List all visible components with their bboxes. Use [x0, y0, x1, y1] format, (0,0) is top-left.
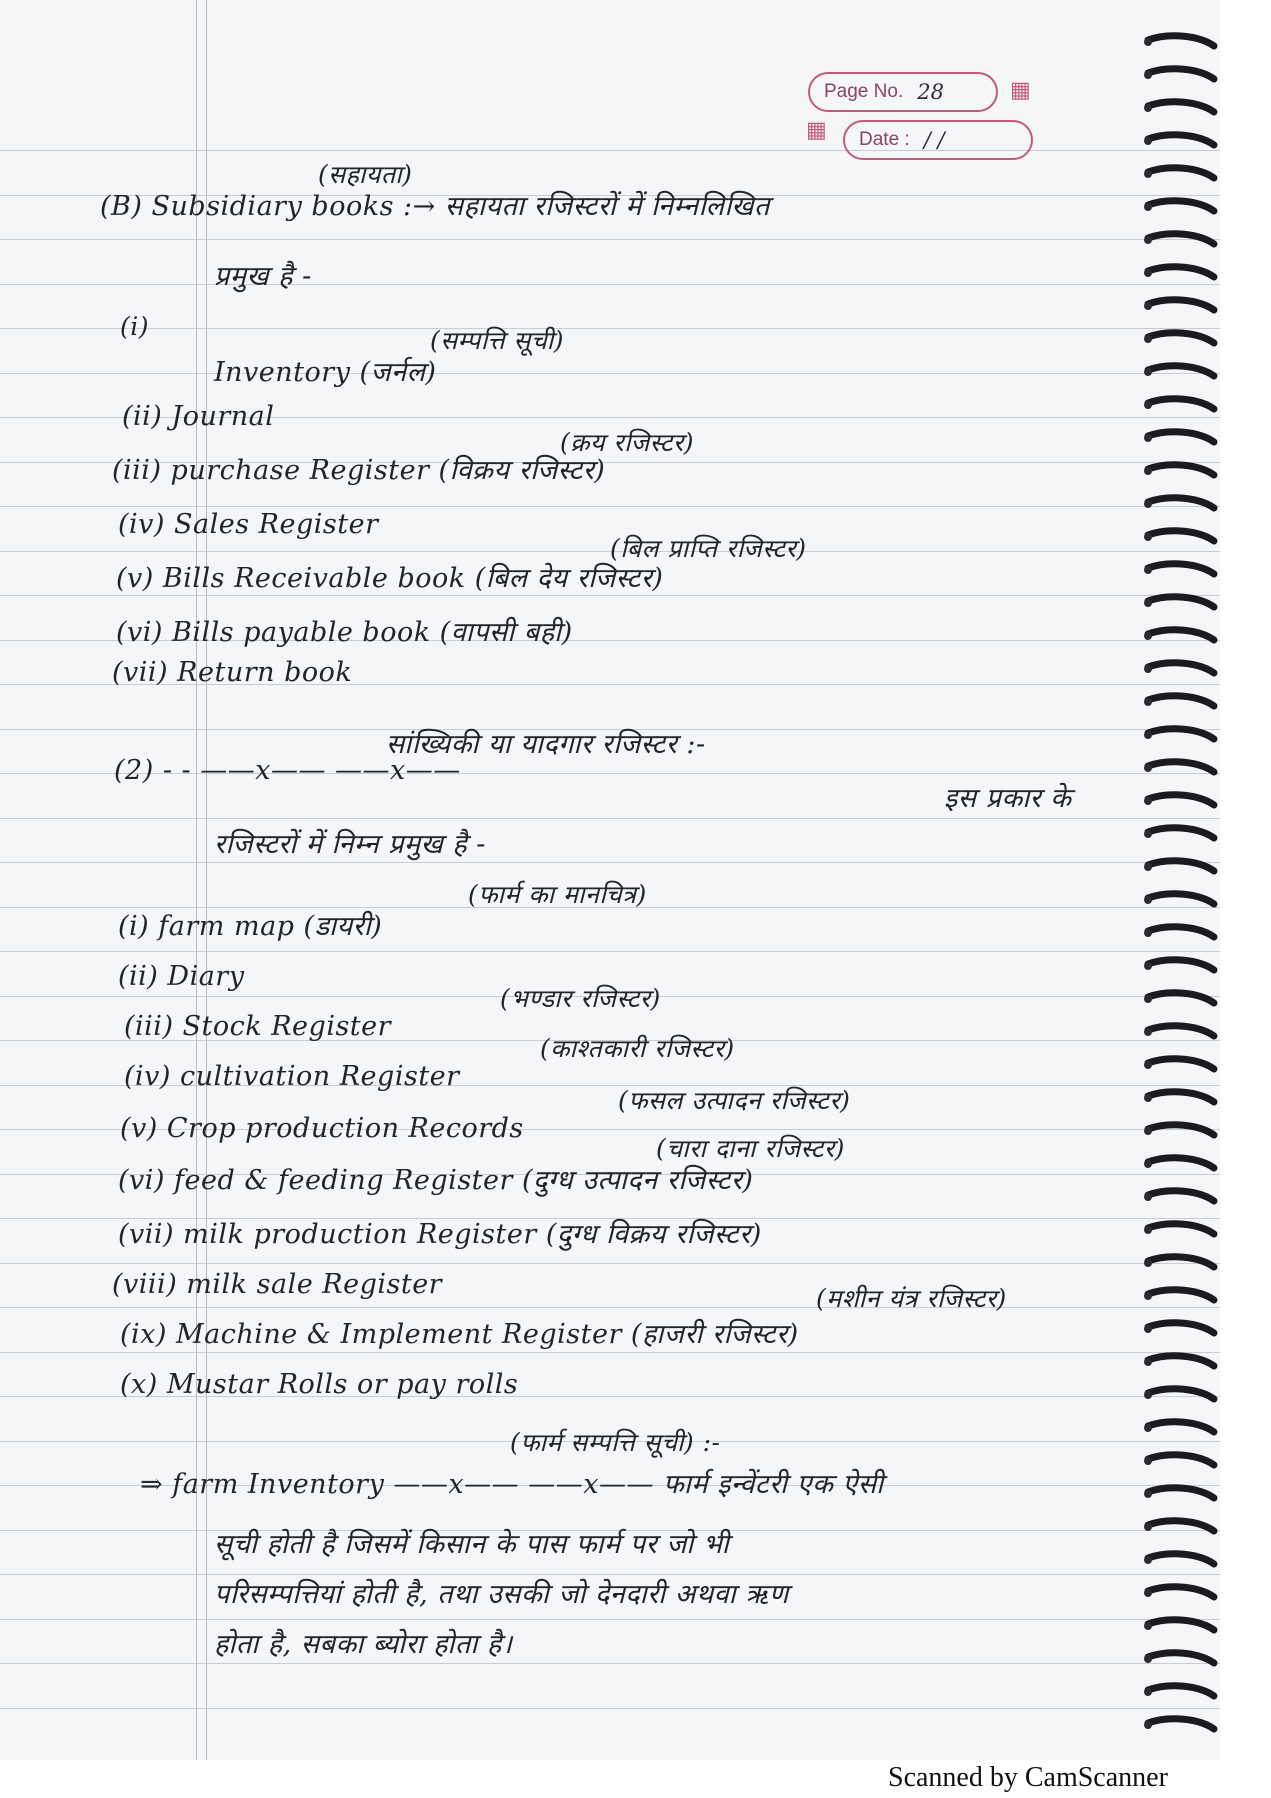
paragraph-line-1: सूची होती है जिसमें किसान के पास फार्म पर जो भी	[214, 1529, 730, 1560]
spiral-coil	[1148, 1257, 1214, 1267]
spiral-coil	[1148, 828, 1214, 838]
spiral-coil	[1148, 1455, 1214, 1465]
ruled-line	[0, 1663, 1220, 1664]
spiral-coil	[1148, 1389, 1214, 1399]
gloss-machine: (मशीन यंत्र रजिस्टर)	[816, 1284, 1007, 1313]
spiral-coil	[1148, 1686, 1214, 1696]
spiral-hole	[1144, 500, 1152, 508]
list-item-sales-register: (iv) Sales Register	[118, 509, 379, 540]
spiral-hole	[1144, 896, 1152, 904]
list-item-milk-sale: (viii) milk sale Register	[112, 1269, 443, 1300]
spiral-coil	[1148, 597, 1214, 607]
spiral-hole	[1144, 1259, 1152, 1267]
spiral-hole	[1144, 797, 1152, 805]
spiral-coil	[1148, 861, 1214, 871]
spiral-hole	[1144, 71, 1152, 79]
spiral-hole	[1144, 830, 1152, 838]
list-item-milk-production: (vii) milk production Register (दुग्ध विक्रय रजिस्टर)	[118, 1219, 762, 1250]
spiral-coil	[1148, 1158, 1214, 1168]
gloss-stock: (भण्डार रजिस्टर)	[500, 984, 661, 1013]
page-number-box	[808, 72, 998, 112]
spiral-coil	[1148, 1422, 1214, 1432]
list-item-cultivation-register: (iv) cultivation Register	[124, 1061, 460, 1092]
spiral-hole	[1144, 1721, 1152, 1729]
spiral-hole	[1144, 401, 1152, 409]
spiral-coil	[1148, 1092, 1214, 1102]
spiral-hole	[1144, 566, 1152, 574]
spiral-hole	[1144, 1424, 1152, 1432]
list-item-feed-register: (vi) feed & feeding Register (दुग्ध उत्पादन रजिस्टर)	[118, 1165, 754, 1196]
spiral-coil	[1148, 564, 1214, 574]
ruled-line	[0, 951, 1220, 952]
list-item-diary: (ii) Diary	[118, 961, 245, 992]
list-item-return-book: (vii) Return book	[112, 657, 353, 688]
spiral-coil	[1148, 102, 1214, 112]
list-item-muster-rolls: (x) Mustar Rolls or pay rolls	[120, 1369, 519, 1400]
page-number-value: 28	[917, 80, 944, 104]
spiral-hole	[1144, 302, 1152, 310]
date-ornament-icon: ▦	[806, 118, 827, 143]
spiral-coil	[1148, 993, 1214, 1003]
spiral-hole	[1144, 1127, 1152, 1135]
spiral-hole	[1144, 1028, 1152, 1036]
ruled-line	[0, 1708, 1220, 1709]
spiral-coil	[1148, 234, 1214, 244]
spiral-coil	[1148, 1620, 1214, 1630]
page-number-label: Page No.	[824, 81, 904, 102]
spiral-coil	[1148, 366, 1214, 376]
spiral-coil	[1148, 1587, 1214, 1597]
spiral-hole	[1144, 1160, 1152, 1168]
spiral-hole	[1144, 1292, 1152, 1300]
spiral-hole	[1144, 1688, 1152, 1696]
spiral-hole	[1144, 269, 1152, 277]
spiral-hole	[1144, 1523, 1152, 1531]
gloss-purchase: (क्रय रजिस्टर)	[560, 428, 694, 457]
gloss-farm-map: (फार्म का मानचित्र)	[468, 880, 647, 909]
spiral-hole	[1144, 137, 1152, 145]
spiral-hole	[1144, 533, 1152, 541]
spiral-coil	[1148, 1356, 1214, 1366]
spiral-coil	[1148, 696, 1214, 706]
spiral-coil	[1148, 795, 1214, 805]
spiral-coil	[1148, 36, 1214, 46]
gloss-feed: (चारा दाना रजिस्टर)	[656, 1134, 845, 1163]
ruled-line	[0, 1574, 1220, 1575]
spiral-coil	[1148, 1719, 1214, 1729]
gloss-farm-inventory: (फार्म सम्पत्ति सूची) :-	[510, 1428, 721, 1457]
spiral-coil	[1148, 729, 1214, 739]
spiral-hole	[1144, 368, 1152, 376]
spiral-hole	[1144, 1094, 1152, 1102]
spiral-coil	[1148, 465, 1214, 475]
ruled-line	[0, 862, 1220, 863]
spiral-coil	[1148, 498, 1214, 508]
spiral-hole	[1144, 1193, 1152, 1201]
section-b-intro: प्रमुख है -	[214, 261, 312, 292]
spiral-coil	[1148, 960, 1214, 970]
spiral-hole	[1144, 1358, 1152, 1366]
ruled-line	[0, 1307, 1220, 1308]
spiral-coil	[1148, 201, 1214, 211]
list-item-machine-register: (ix) Machine & Implement Register (हाजरी रजिस्टर)	[120, 1319, 799, 1350]
list-item-bills-receivable: (v) Bills Receivable book (बिल देय रजिस्टर)	[116, 563, 664, 594]
spiral-hole	[1144, 599, 1152, 607]
spiral-hole	[1144, 863, 1152, 871]
spiral-coil	[1148, 69, 1214, 79]
spiral-hole	[1144, 1589, 1152, 1597]
spiral-hole	[1144, 764, 1152, 772]
spiral-hole	[1144, 104, 1152, 112]
spiral-hole	[1144, 731, 1152, 739]
item-number: (i)	[120, 312, 150, 341]
spiral-coil	[1148, 1059, 1214, 1069]
spiral-hole	[1144, 1457, 1152, 1465]
list-item-crop-production: (v) Crop production Records	[120, 1113, 524, 1144]
spiral-coil	[1148, 1653, 1214, 1663]
list-item-journal: (ii) Journal	[122, 401, 275, 432]
gloss-inventory: (सम्पत्ति सूची)	[430, 326, 565, 355]
gloss-bills-receivable: (बिल प्राप्ति रजिस्टर)	[610, 534, 807, 563]
spiral-hole	[1144, 632, 1152, 640]
spiral-coil	[1148, 135, 1214, 145]
list-item-inventory: Inventory (जर्नल)	[214, 357, 437, 388]
section-2-heading: सांख्यिकी या यादगार रजिस्टर :-	[386, 729, 706, 760]
spiral-hole	[1144, 1655, 1152, 1663]
spiral-hole	[1144, 467, 1152, 475]
list-item-farm-map: (i) farm map (डायरी)	[118, 911, 383, 942]
spiral-hole	[1144, 995, 1152, 1003]
scanner-watermark: Scanned by CamScanner	[888, 1762, 1168, 1793]
spiral-hole	[1144, 929, 1152, 937]
gloss-crop-production: (फसल उत्पादन रजिस्टर)	[618, 1086, 851, 1115]
spiral-coil	[1148, 1521, 1214, 1531]
spiral-coil	[1148, 894, 1214, 904]
spiral-coil	[1148, 1125, 1214, 1135]
spiral-hole	[1144, 236, 1152, 244]
ruled-line	[0, 1263, 1220, 1264]
spiral-coil	[1148, 1323, 1214, 1333]
ruled-line	[0, 818, 1220, 819]
ruled-line	[0, 284, 1220, 285]
spiral-coil	[1148, 1026, 1214, 1036]
spiral-coil	[1148, 432, 1214, 442]
ruled-line	[0, 1352, 1220, 1353]
section-2-intro: रजिस्टरों में निम्न प्रमुख है -	[214, 829, 486, 860]
spiral-coil	[1148, 762, 1214, 772]
spiral-hole	[1144, 170, 1152, 178]
list-item-bills-payable: (vi) Bills payable book (वापसी बही)	[116, 617, 573, 648]
spiral-hole	[1144, 1490, 1152, 1498]
spiral-coil	[1148, 1191, 1214, 1201]
section-2-marker: (2) - - ——x—— ——x——	[114, 755, 461, 786]
spiral-hole	[1144, 38, 1152, 46]
spiral-hole	[1144, 1061, 1152, 1069]
spiral-hole	[1144, 1622, 1152, 1630]
spiral-coil	[1148, 927, 1214, 937]
spiral-hole	[1144, 1391, 1152, 1399]
date-box	[843, 120, 1033, 160]
spiral-binding	[1140, 0, 1220, 1760]
farm-inventory-heading: ⇒ farm Inventory ——x—— ——x—— फार्म इन्वेंटरी एक ऐसी	[140, 1469, 884, 1500]
paragraph-line-2: परिसम्पत्तियां होती है, तथा उसकी जो देनदारी अथवा ऋण	[214, 1579, 789, 1610]
list-item-purchase-register: (iii) purchase Register (विक्रय रजिस्टर)	[112, 455, 606, 486]
spiral-coil	[1148, 300, 1214, 310]
spiral-hole	[1144, 1556, 1152, 1564]
paragraph-line-3: होता है, सबका ब्योरा होता है।	[214, 1629, 513, 1660]
spiral-hole	[1144, 335, 1152, 343]
ruled-line	[0, 239, 1220, 240]
spiral-coil	[1148, 1554, 1214, 1564]
ruled-line	[0, 328, 1220, 329]
date-value: / /	[923, 128, 945, 152]
spiral-hole	[1144, 1226, 1152, 1234]
spiral-hole	[1144, 203, 1152, 211]
spiral-coil	[1148, 168, 1214, 178]
spiral-coil	[1148, 1488, 1214, 1498]
ruled-line	[0, 506, 1220, 507]
spiral-coil	[1148, 267, 1214, 277]
spiral-coil	[1148, 531, 1214, 541]
gloss-subsidiary: (सहायता)	[318, 160, 413, 189]
spiral-hole	[1144, 1325, 1152, 1333]
spiral-hole	[1144, 665, 1152, 673]
date-label: Date :	[859, 129, 910, 150]
list-item-stock-register: (iii) Stock Register	[124, 1011, 392, 1042]
section-b-heading: (B) Subsidiary books :→ सहायता रजिस्टरों में निम्नलिखित	[100, 191, 770, 222]
spiral-coil	[1148, 1290, 1214, 1300]
ruled-line	[0, 595, 1220, 596]
spiral-hole	[1144, 698, 1152, 706]
page-ornament-icon: ▦	[1010, 78, 1031, 103]
spiral-hole	[1144, 434, 1152, 442]
ruled-line	[0, 1619, 1220, 1620]
ruled-line	[0, 150, 1220, 151]
gloss-cultivation: (काश्तकारी रजिस्टर)	[540, 1034, 735, 1063]
spiral-coil	[1148, 630, 1214, 640]
ruled-line	[0, 373, 1220, 374]
spiral-coil	[1148, 663, 1214, 673]
spiral-hole	[1144, 962, 1152, 970]
spiral-coil	[1148, 399, 1214, 409]
spiral-coil	[1148, 1224, 1214, 1234]
section-2-intro-end: इस प्रकार के	[944, 783, 1072, 814]
spiral-coil	[1148, 333, 1214, 343]
